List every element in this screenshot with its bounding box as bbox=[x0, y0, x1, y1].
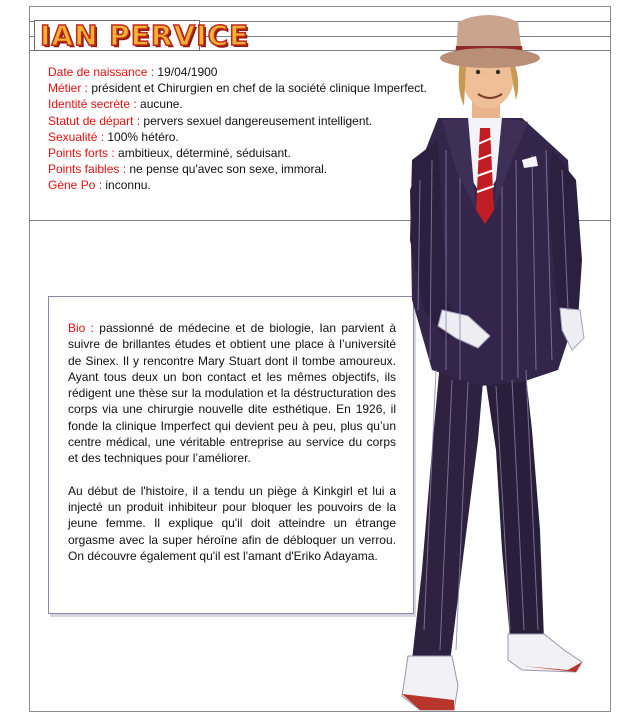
info-row bbox=[48, 145, 428, 161]
left-leg bbox=[412, 340, 484, 662]
info-row bbox=[48, 161, 428, 177]
info-value: pervers sexuel dangereusement intelligent. bbox=[140, 113, 373, 128]
bio-paragraph-2: Au début de l'histoire, il a tendu un piège à Kinkgirl et lui a injecté un produit inhibiteur pour bloquer les pouvoirs de la jeune femme. Il explique qu'il doit atteindre un étrange orgasme avec la super héroïne afin de débloquer un verrou. On découvre également qu'il est l'amant d'Eriko Adayama. bbox=[68, 483, 396, 563]
hair bbox=[459, 60, 466, 106]
hat-brim bbox=[440, 48, 540, 68]
right-leg bbox=[484, 340, 544, 640]
bio-text bbox=[68, 320, 396, 580]
info-row bbox=[48, 113, 428, 129]
character-info bbox=[48, 64, 428, 194]
info-value: aucune. bbox=[136, 97, 183, 112]
info-label: Points forts : bbox=[48, 146, 115, 161]
info-label: Identité secrète : bbox=[48, 97, 137, 112]
info-label: Statut de départ : bbox=[48, 113, 141, 128]
info-value: inconnu. bbox=[102, 178, 151, 193]
info-label: Sexualité : bbox=[48, 129, 105, 144]
bio-paragraph bbox=[68, 320, 396, 467]
character-name: IAN PERVICE bbox=[40, 19, 250, 52]
info-row bbox=[48, 80, 428, 96]
right-shoe bbox=[508, 634, 582, 672]
info-value: 100% hétéro. bbox=[104, 129, 179, 144]
info-row bbox=[48, 64, 428, 80]
bio-paragraph-1: passionné de médecine et de biologie, Ian parvient à suivre de brillantes études et obtient une place à l’université de Sinex. Il y rencontre Mary Stuart dont il tombe amoureux. Ayant tous deux un bon contact et les mêmes objectifs, ils rédigent une thèse sur la modulation et la déstructuration des corps via une chirurgie nouvelle dite esthétique. En 1926, il fonde la clinique Imperfect qui devient peu à peu, plus qu’un centre médical, une véritable entreprise au service du corps et des techniques pour l’améliorer. bbox=[68, 321, 397, 466]
info-value: 19/04/1900 bbox=[154, 65, 218, 79]
info-label: Gène Po : bbox=[48, 178, 103, 193]
info-label: Métier : bbox=[48, 81, 89, 96]
character-illustration bbox=[372, 10, 612, 718]
info-value: président et Chirurgien en chef de la société clinique Imperfect. bbox=[88, 81, 427, 96]
info-row bbox=[48, 96, 428, 112]
info-value: ambitieux, déterminé, séduisant. bbox=[114, 146, 291, 161]
info-label: Points faibles : bbox=[48, 162, 127, 177]
info-label: Date de naissance : bbox=[48, 65, 155, 79]
info-row bbox=[48, 129, 428, 145]
info-row bbox=[48, 177, 428, 193]
bio-label: Bio : bbox=[68, 321, 94, 335]
info-value: ne pense qu'avec son sexe, immoral. bbox=[126, 162, 328, 177]
